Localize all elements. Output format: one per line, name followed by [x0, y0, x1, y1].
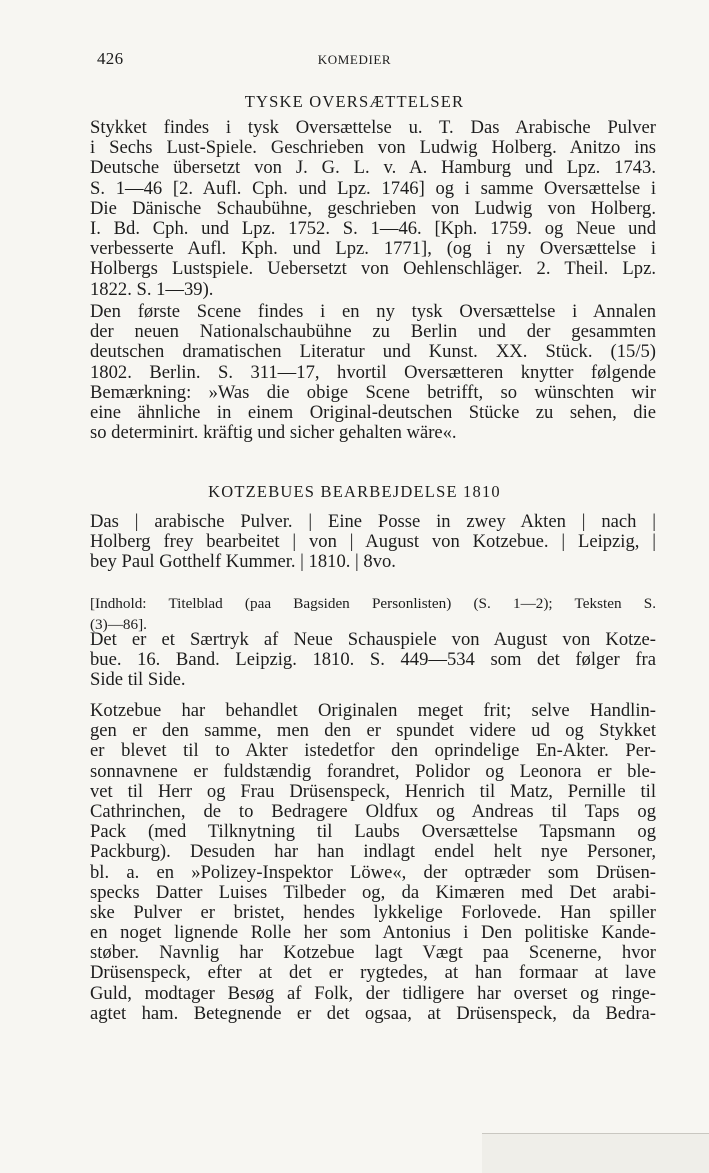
text-line: Drüsenspeck, efter at det er rygtedes, at han formaar at lave	[90, 962, 656, 984]
text-line: Holberg frey bearbeitet | von | August von Kotzebue. | Leipzig, |	[90, 531, 656, 553]
text-line: deutschen dramatischen Literatur und Kunst. XX. Stück. (15/5)	[90, 341, 656, 363]
text-line: i Sechs Lust-Spiele. Geschrieben von Ludwig Holberg. Anitzo ins	[90, 137, 656, 159]
text-line: ske Pulver er bristet, hendes lykkelige Forlovede. Han spiller	[90, 901, 656, 923]
text-line: gen er den samme, men den er spundet videre ud og Stykket	[90, 720, 656, 742]
text-line: bl. a. en »Polizey-Inspektor Löwe«, der optræder som Drüsen-	[90, 861, 656, 883]
running-head: KOMEDIER	[317, 52, 392, 67]
text-line: S. 1—46 [2. Aufl. Cph. und Lpz. 1746] og i samme Oversættelse i	[90, 177, 656, 199]
text-line: sonnavnene er fuldstændig forandret, Polidor og Leonora er ble-	[90, 760, 656, 782]
paragraph-adaptation-discussion	[90, 701, 656, 1024]
paragraph-translation-editions	[90, 118, 656, 300]
text-line: Cathrinchen, de to Bedragere Oldfux og Andreas til Taps og	[90, 800, 656, 822]
text-line: agtet ham. Betegnende er det ogsaa, at Drüsenspeck, da Bedra-	[90, 1002, 656, 1024]
text-line: Kotzebue har behandlet Originalen meget frit; selve Handlin-	[90, 700, 656, 721]
text-line: støber. Navnlig har Kotzebue lagt Vægt paa Scenerne, hvor	[90, 942, 656, 964]
text-line: Das | arabische Pulver. | Eine Posse in zwey Akten | nach |	[90, 511, 656, 532]
text-line: bey Paul Gotthelf Kummer. | 1810. | 8vo.	[90, 551, 396, 573]
text-line: I. Bd. Cph. und Lpz. 1752. S. 1—46. [Kph. 1759. og Neue und	[90, 217, 656, 239]
text-line: (3)—86].	[90, 616, 147, 633]
scan-edge-line	[482, 1133, 709, 1134]
text-line: en noget lignende Rolle her som Antonius i Den politiske Kande-	[90, 922, 656, 944]
text-line: bue. 16. Band. Leipzig. 1810. S. 449—534 som det følger fra	[90, 649, 656, 671]
section-heading-kotzebue: KOTZEBUES BEARBEJDELSE 1810	[208, 482, 501, 501]
text-line: 1822. S. 1—39).	[90, 278, 214, 300]
text-line: eine ähnliche in einem Original-deutschen Stücke zu sehen, die	[90, 401, 656, 423]
text-line: vet til Herr og Frau Drüsenspeck, Henrich til Matz, Pernille til	[90, 780, 656, 802]
text-line: Holbergs Lustspiele. Uebersetzt von Oehlenschläger. 2. Theil. Lpz.	[90, 258, 656, 280]
paragraph-first-scene	[90, 302, 656, 443]
text-line: Die Dänische Schaubühne, geschrieben von Ludwig von Holberg.	[90, 197, 656, 219]
text-line: specks Datter Luises Tilbeder og, da Kimæren med Det arabi-	[90, 881, 656, 903]
scan-edge-shadow	[482, 1134, 709, 1173]
text-line: Deutsche übersetzt von J. G. L. v. A. Hamburg und Lpz. 1743.	[90, 157, 656, 179]
text-line: Guld, modtager Besøg af Folk, der tidligere har overset og ringe-	[90, 982, 656, 1004]
text-line: Side til Side.	[90, 669, 186, 691]
text-line: Pack (med Tilknytning til Laubs Oversættelse Tapsmann og	[90, 821, 656, 843]
text-line: Stykket findes i tysk Oversættelse u. T. Das Arabische Pulver	[90, 117, 656, 138]
text-line: er blevet til to Akter istedetfor den oprindelige En-Akter. Per-	[90, 740, 656, 762]
text-line: der neuen Nationalschaubühne zu Berlin und der gesammten	[90, 321, 656, 343]
text-line: Den første Scene findes i en ny tysk Oversættelse i Annalen	[90, 301, 656, 322]
page-number: 426	[97, 49, 124, 68]
text-line: [Indhold: Titelblad (paa Bagsiden Personlisten) (S. 1—2); Teksten S.	[90, 595, 656, 612]
text-line: so determinirt. kräftig und sicher gehalten wäre«.	[90, 422, 457, 444]
paragraph-title-transcription	[90, 512, 656, 573]
text-line: 1802. Berlin. S. 311—17, hvortil Oversætteren knytter følgende	[90, 361, 656, 383]
text-line: Packburg). Desuden har han indlagt endel helt nye Personer,	[90, 841, 656, 863]
text-line: Bemærkning: »Was die obige Scene betrifft, so wünschten wir	[90, 381, 656, 403]
section-heading-translations: TYSKE OVERSÆTTELSER	[244, 92, 465, 111]
text-line: verbesserte Aufl. Kph. und Lpz. 1771], (og i ny Oversættelse i	[90, 238, 656, 260]
paragraph-offprint	[90, 630, 656, 691]
text-line: Det er et Særtryk af Neue Schauspiele von August von Kotze-	[90, 629, 656, 650]
